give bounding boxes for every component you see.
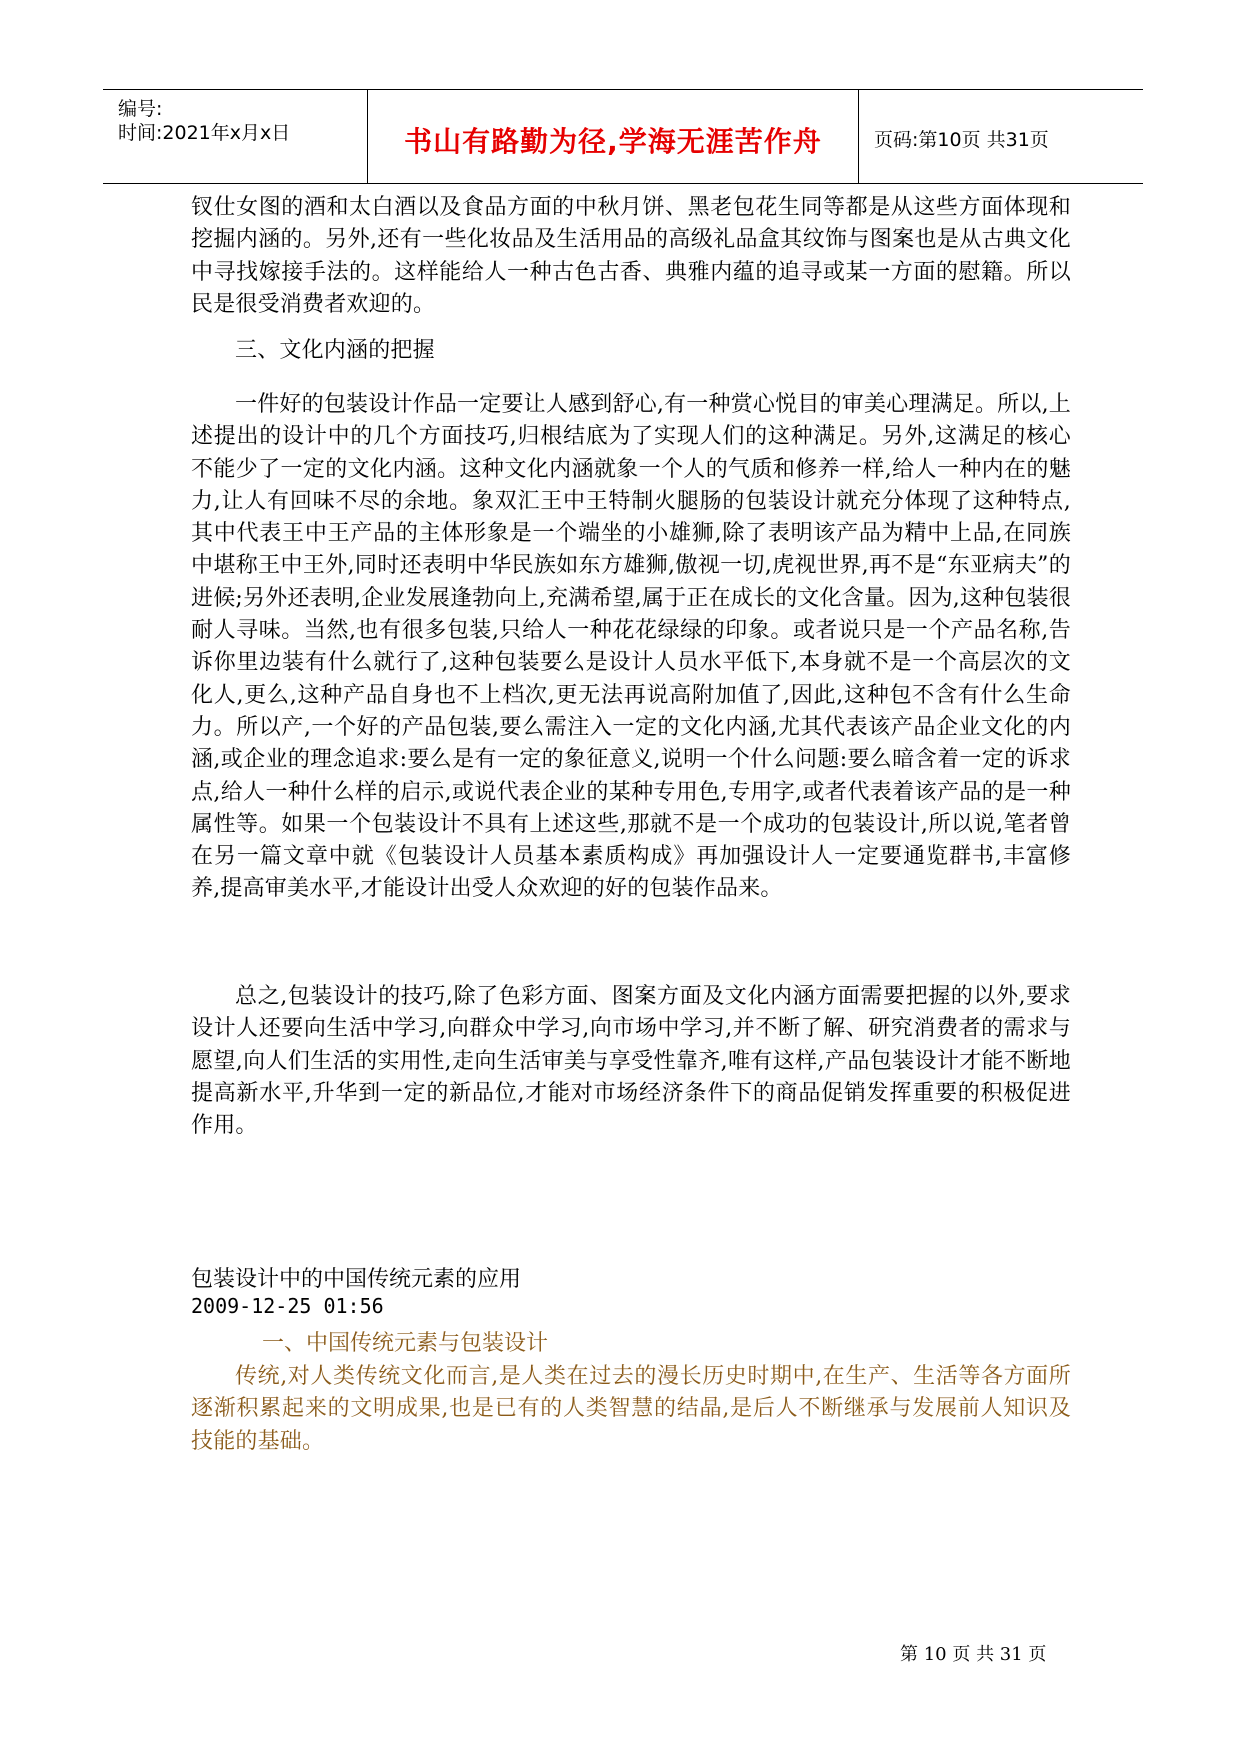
page-code: 页码:第10页 共31页 (874, 129, 1049, 151)
time-label: 时间:2021年x月x日 (118, 122, 291, 144)
section-3-title-block (191, 335, 1071, 367)
header-right-cell (859, 90, 1143, 183)
paragraph-text: 总之,包装设计的技巧,除了色彩方面、图案方面及文化内涵方面需要把握的以外,要求设计人还要向生活中学习,向群众中学习,向市场中学习,并不断了解、研究消费者的需求与愿望,向人们生活的实用性,走向生活审美与享受性靠齐,唯有这样,产品包装设计才能不断地提高新水平,升华到一定的新品位,才能对市场经济条件下的商品促销发挥重要的积极促进作用。 (191, 984, 1071, 1139)
paragraph-text: 传统,对人类传统文化而言,是人类在过去的漫长历史时期中,在生产、生活等各方面所逐渐积累起来的文明成果,也是已有的人类智慧的结晶,是后人不断继承与发展前人知识及技能的基础。 (191, 1364, 1071, 1454)
section-1-title: 一、中国传统元素与包装设计 (262, 1331, 549, 1356)
number-label: 编号: (118, 98, 163, 120)
paragraph-3 (191, 981, 1071, 1142)
article-title: 包装设计中的中国传统元素的应用 (191, 1267, 522, 1292)
paragraph-2 (191, 389, 1071, 906)
section-3-title: 三、文化内涵的把握 (235, 338, 435, 363)
paragraph-text: 钗仕女图的酒和太白酒以及食品方面的中秋月饼、黑老包花生同等都是从这些方面体现和挖掘内涵的。另外,还有一些化妆品及生活用品的高级礼品盒其纹饰与图案也是从古典文化中寻找嫁接手法的。这样能给人一种古色古香、典雅内蕴的追寻或某一方面的慰籍。所以民是很受消费者欢迎的。 (191, 195, 1071, 317)
motto: 书山有路勤为径,学海无涯苦作舟 (404, 125, 822, 158)
paragraph-1 (191, 192, 1071, 321)
paragraph-text: 一件好的包装设计作品一定要让人感到舒心,有一种赏心悦目的审美心理满足。所以,上述提出的设计中的几个方面技巧,归根结底为了实现人们的这种满足。另外,这满足的核心不能少了一定的文化内涵。这种文化内涵就象一个人的气质和修养一样,给人一种内在的魅力,让人有回味不尽的余地。象双汇王中王特制火腿肠的包装设计就充分体现了这种特点,其中代表王中王产品的主体形象是一个端坐的小雄狮,除了表明该产品为精中上品,在同族中堪称王中王外,同时还表明中华民族如东方雄狮,傲视一切,虎视世界,再不是“东亚病夫”的进候;另外还表明,企业发展逢勃向上,充满希望,属于正在成长的文化含量。因为,这种包装很耐人寻味。当然,也有很多包装,只给人一种花花绿绿的印象。或者说只是一个产品名称,告诉你里边装有什么就行了,这种包装要么是设计人员水平低下,本身就不是一个高层次的文化人,更么,这种产品自身也不上档次,更无法再说高附加值了,因此,这种包不含有什么生命力。所以产,一个好的产品包装,要么需注入一定的文化内涵,尤其代表该产品企业文化的内涵,或企业的理念追求:要么是有一定的象征意义,说明一个什么问题:要么暗含着一定的诉求点,给人一种什么样的启示,或说代表企业的某种专用色,专用字,或者代表着该产品的是一种属性等。如果一个包装设计不具有上述这些,那就不是一个成功的包装设计,所以说,笔者曾在另一篇文章中就《包装设计人员基本素质构成》再加强设计人一定要通览群书,丰富修养,提高审美水平,才能设计出受人众欢迎的好的包装作品来。 (191, 392, 1071, 902)
paragraph-4 (191, 1361, 1071, 1458)
article-date: 2009-12-25 01:56 (191, 1294, 384, 1318)
page-footer: 第 10 页 共 31 页 (900, 1644, 1047, 1665)
header-left-cell (103, 90, 368, 183)
header-table (103, 89, 1143, 184)
header-middle-cell (368, 90, 859, 183)
